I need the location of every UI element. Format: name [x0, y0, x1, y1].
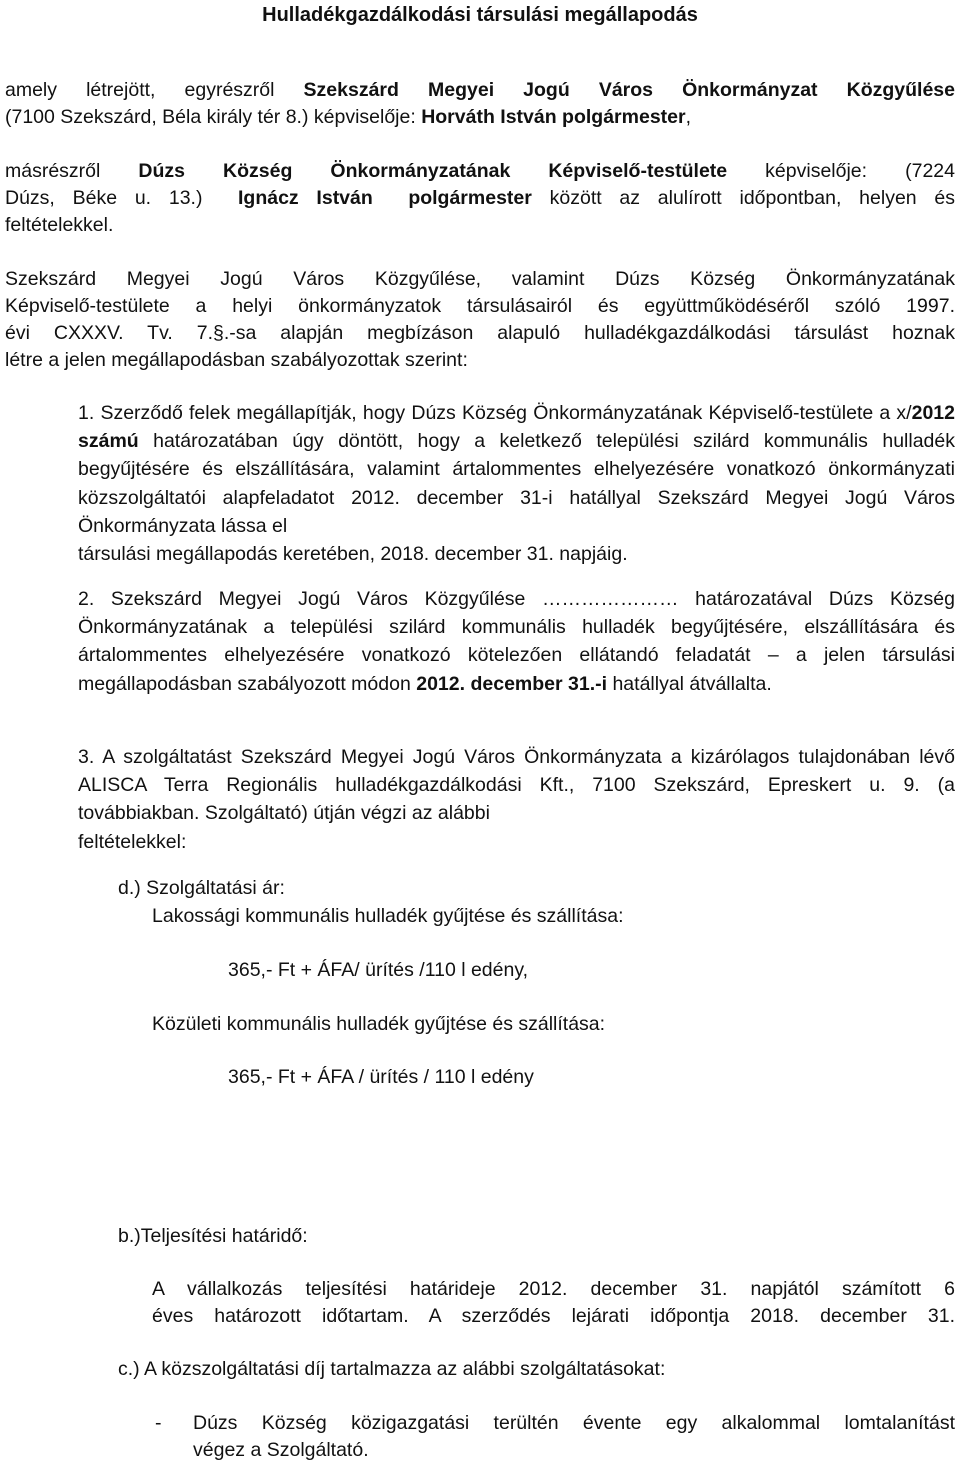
intro-paragraph-2 [5, 158, 955, 239]
intro-text: között az alulírott időpontban, helyen és [531, 187, 955, 209]
section-1 [78, 399, 955, 568]
intro-text: (7100 Szekszárd, Béla király tér 8.) képviselője: [5, 106, 422, 128]
d-price-public: 365,- Ft + ÁFA / ürítés / 110 l edény [228, 1066, 534, 1088]
intro-text: amely létrejött, egyrészről [5, 79, 304, 101]
section-1-text: 1. Szerződő felek megállapítják, hogy Dúzs Község Önkormányzatának Képviselő-testülete a x/ [78, 402, 912, 424]
section-1-text: határozatában úgy döntött, hogy a keletkező települési szilárd kommunális hulladék begyűjtésére és elszállítására, valamint ártalommentes elhelyezésére vonatkozó önkormányzati közszolgáltatói alapfeladatot 2012. december 31-i hatállyal Szekszárd Megyei Jogú Város Önkormányzata lássa el [78, 430, 955, 537]
d-kozuleti-label: Közületi kommunális hulladék gyűjtése és szállítása: [152, 1013, 606, 1035]
intro-line-4 [5, 185, 955, 212]
intro-line-3 [5, 158, 955, 185]
b-paragraph [152, 1276, 955, 1330]
preamble-paragraph [5, 266, 955, 374]
d-heading: d.) Szolgáltatási ár: [118, 877, 285, 899]
section-2-text: hatállyal átvállalta. [607, 672, 772, 695]
intro-line-5: feltételekkel. [5, 214, 114, 236]
preamble-line: évi CXXXV. Tv. 7.§.-sa alapján megbízáson alapuló hulladékgazdálkodási társulást hoznak [5, 322, 955, 344]
c-item-line: Dúzs Község közigazgatási terültén évente egy alkalommal lomtalanítást [193, 1412, 955, 1434]
party-1-name: Szekszárd Megyei Jogú Város Önkormányzat Közgyűlése [303, 79, 955, 101]
party-1-representative: Horváth István polgármester [421, 106, 686, 128]
section-2 [78, 585, 955, 698]
intro-text: másrészről [5, 160, 139, 182]
resolution-number: 2012 számú [78, 402, 955, 453]
section-1-last-line: társulási megállapodás keretében, 2018. december 31. napjáig. [78, 543, 628, 566]
intro-text: , [685, 106, 692, 128]
d-price-residential: 365,- Ft + ÁFA/ ürítés /110 l edény, [228, 959, 529, 981]
intro-paragraph [5, 77, 955, 131]
c-item-line: végez a Szolgáltató. [193, 1439, 369, 1461]
intro-text: képviselője: (7224 [727, 160, 955, 182]
intro-line-2 [5, 104, 955, 131]
intro-text: Dúzs, Béke u. 13.) [5, 187, 238, 209]
c-heading: c.) A közszolgáltatási díj tartalmazza az alábbi szolgáltatásokat: [118, 1358, 666, 1380]
preamble-line: Képviselő-testülete a helyi önkormányzatok társulásairól és együttműködéséről szóló 1997. [5, 295, 955, 317]
list-dash: - [155, 1412, 162, 1434]
preamble-line: Szekszárd Megyei Jogú Város Közgyűlése, valamint Dúzs Község Önkormányzatának [5, 268, 955, 290]
party-2-name: Dúzs Község Önkormányzatának Képviselő-testülete [138, 160, 728, 182]
c-list-item [193, 1410, 955, 1464]
b-line: A vállalkozás teljesítési határideje 2012. december 31. napjától számított 6 [152, 1278, 955, 1300]
effective-year: 2012. [416, 672, 466, 695]
b-line: éves határozott időtartam. A szerződés lejárati időpontja 2018. december 31. [152, 1305, 955, 1327]
b-heading: b.)Teljesítési határidő: [118, 1225, 308, 1247]
section-3-last-line: feltételekkel: [78, 830, 187, 853]
section-2-text: 2. Szekszárd Megyei Jogú Város Közgyűlése ………………… határozatával Dúzs Község Önkormányzatának a települési szilárd kommunális hulladék begyűjtésére, elszállítására és ártalommentes elhelyezésére vonatkozó kötelezően ellátandó feladatát – a jelen társulási megállapodásban szabályozott módon [78, 588, 955, 695]
party-2-representative: Ignácz István polgármester [237, 187, 532, 209]
d-lakossagi-label: Lakossági kommunális hulladék gyűjtése és szállítása: [152, 905, 624, 927]
section-3-text: 3. A szolgáltatást Szekszárd Megyei Jogú Város Önkormányzata a kizárólagos tulajdonában lévő ALISCA Terra Regionális hulladékgazdálkodási Kft., 7100 Szekszárd, Epreskert u. 9. (a továbbiakban. Szolgáltató) útján végzi az alábbi [78, 746, 955, 825]
intro-line-1 [5, 77, 955, 104]
document-title: Hulladékgazdálkodási társulási megállapodás [262, 4, 698, 26]
preamble-line: létre a jelen megállapodásban szabályozottak szerint: [5, 349, 468, 371]
effective-date: december 31.-i [470, 672, 608, 695]
section-3 [78, 743, 955, 856]
